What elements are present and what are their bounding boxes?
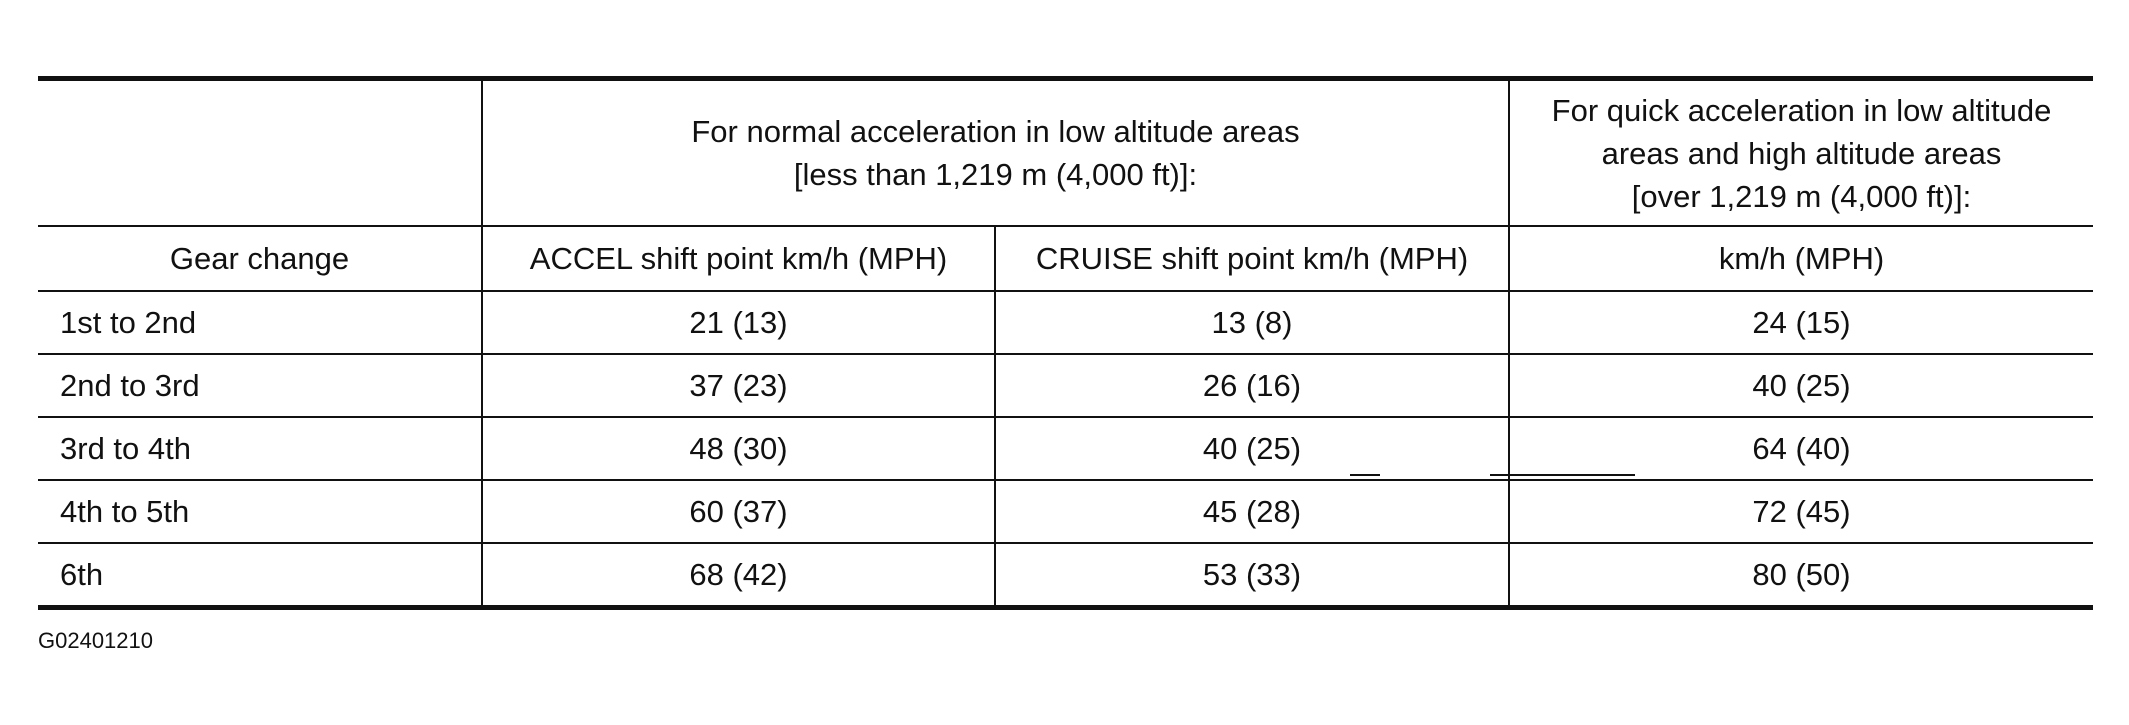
cruise-shift-point-cell: 40 (25) bbox=[995, 417, 1509, 480]
quick-acceleration-cell: 64 (40) bbox=[1509, 417, 2093, 480]
column-header-cruise-shift-point: CRUISE shift point km/h (MPH) bbox=[995, 226, 1509, 291]
gear-change-cell: 3rd to 4th bbox=[38, 417, 482, 480]
cruise-shift-point-cell: 13 (8) bbox=[995, 291, 1509, 354]
accel-shift-point-cell: 48 (30) bbox=[482, 417, 995, 480]
quick-acceleration-group-header bbox=[1509, 79, 2093, 227]
quick-acceleration-cell: 24 (15) bbox=[1509, 291, 2093, 354]
normal-group-line-1: For normal acceleration in low altitude areas bbox=[691, 114, 1300, 149]
quick-group-line-2: areas and high altitude areas bbox=[1601, 135, 2002, 171]
accel-shift-point-cell: 21 (13) bbox=[482, 291, 995, 354]
table-row bbox=[38, 291, 2093, 354]
normal-acceleration-group-header bbox=[482, 79, 1509, 227]
accel-shift-point-cell: 68 (42) bbox=[482, 543, 995, 608]
shift-point-table bbox=[38, 76, 2093, 610]
cruise-shift-point-cell: 26 (16) bbox=[995, 354, 1509, 417]
figure-id-label: G02401210 bbox=[38, 628, 153, 653]
quick-group-line-3: [over 1,219 m (4,000 ft)]: bbox=[1631, 178, 1972, 214]
gear-change-cell: 6th bbox=[38, 543, 482, 608]
header-blank-cell bbox=[38, 79, 482, 227]
gear-change-cell: 4th to 5th bbox=[38, 480, 482, 543]
gear-change-cell: 2nd to 3rd bbox=[38, 354, 482, 417]
cruise-shift-point-cell: 53 (33) bbox=[995, 543, 1509, 608]
shift-point-table-container bbox=[38, 76, 2093, 610]
group-header-row bbox=[38, 79, 2093, 227]
cruise-shift-point-cell: 45 (28) bbox=[995, 480, 1509, 543]
column-header-accel-shift-point: ACCEL shift point km/h (MPH) bbox=[482, 226, 995, 291]
table-row bbox=[38, 354, 2093, 417]
gear-change-cell: 1st to 2nd bbox=[38, 291, 482, 354]
stray-line-mark bbox=[1490, 474, 1635, 476]
accel-shift-point-cell: 37 (23) bbox=[482, 354, 995, 417]
column-header-gear-change: Gear change bbox=[38, 226, 482, 291]
quick-acceleration-cell: 40 (25) bbox=[1509, 354, 2093, 417]
table-row bbox=[38, 417, 2093, 480]
quick-acceleration-cell: 80 (50) bbox=[1509, 543, 2093, 608]
normal-group-line-2: [less than 1,219 m (4,000 ft)]: bbox=[793, 157, 1198, 192]
table-row bbox=[38, 480, 2093, 543]
column-header-row bbox=[38, 226, 2093, 291]
accel-shift-point-cell: 60 (37) bbox=[482, 480, 995, 543]
quick-group-line-1: For quick acceleration in low altitude bbox=[1551, 92, 2052, 128]
column-header-quick-kmh: km/h (MPH) bbox=[1509, 226, 2093, 291]
stray-line-mark bbox=[1350, 474, 1380, 476]
table-row bbox=[38, 543, 2093, 608]
quick-acceleration-cell: 72 (45) bbox=[1509, 480, 2093, 543]
